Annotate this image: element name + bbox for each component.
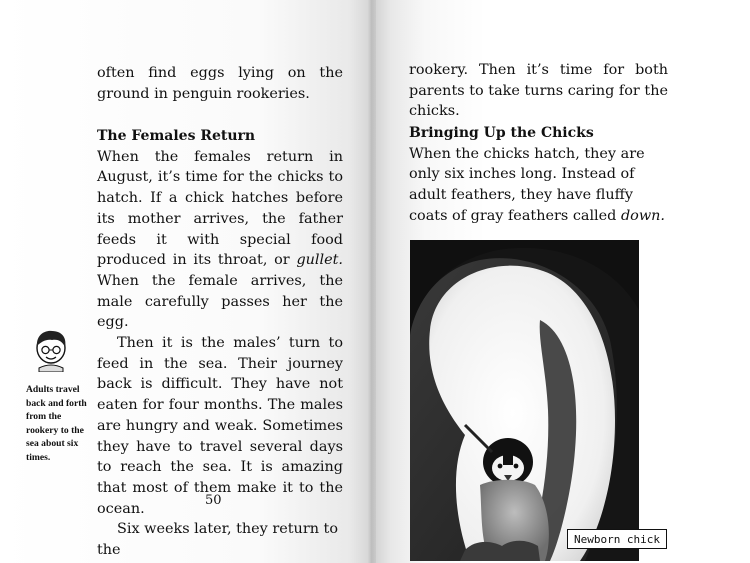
term-down: down. [620,207,666,224]
left-continued-line: often find eggs lying on the ground in penguin rookeries. [97,65,343,102]
penguin-photo [410,240,639,561]
paragraph-text: When the chicks hatch, they are only six inches long. Instead of adult feathers, they have fluffy coats of gray feathers called [409,145,645,224]
page-number: 50 [205,493,222,508]
section-heading-bringing-up-chicks: Bringing Up the Chicks [409,125,594,141]
right-continued-line: rookery. Then it’s time for both parents to take turns caring for the chicks. [409,62,668,120]
section-heading-females-return: The Females Return [97,128,256,144]
paragraph-chicks-hatch [409,144,668,227]
sidebar-fact-note: Adults travel back and forth from the rookery to the sea about six times. [26,384,87,463]
paragraph-text: When the females return in August, it’s time for the chicks to hatch. If a chick hatches before its mother arrives, the father feeds it with special food produced in its throat, or [97,148,343,269]
term-gullet: gullet. [296,252,343,269]
book-gutter [368,0,376,563]
paragraph-males-turn: Then it is the males’ turn to feed in the sea. Their journey back is difficult. They have not eaten for four months. The males are hungry and weak. Sometimes they have to travel several days to reach the sea. It is amazing that most of them make it to the ocean. [97,335,343,517]
narrator-avatar-icon [32,328,70,372]
paragraph-text: When the female arrives, the male carefully passes her the egg. [97,272,343,331]
right-section [409,123,668,227]
left-text-top [97,63,343,104]
penguin-illustration-icon [410,240,639,561]
paragraph-females-return [97,147,343,333]
paragraph-six-weeks: Six weeks later, they return to the [97,521,338,559]
photo-caption: Newborn chick [567,529,667,549]
right-text-top [409,60,668,122]
